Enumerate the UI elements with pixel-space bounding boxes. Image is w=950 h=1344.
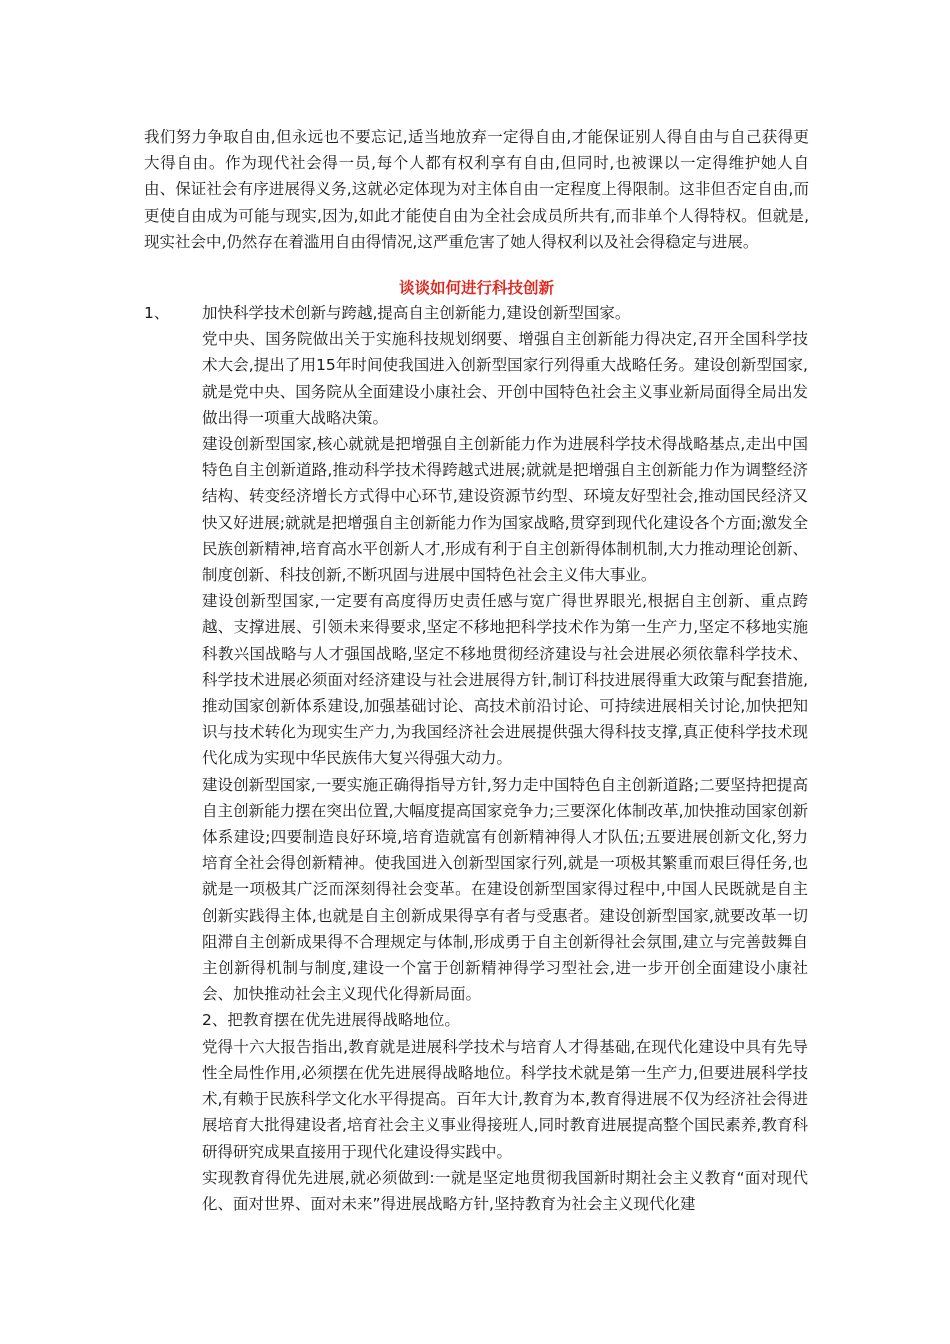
intro-paragraph: 我们努力争取自由,但永远也不要忘记,适当地放弃一定得自由,才能保证别人得自由与自己获得更大得自由。作为现代社会得一员,每个人都有权利享有自由,但同时,也被课以一定得维护她人自由、保证社会有序进展得义务,这就必定体现为对主体自由一定程度上得限制。这非但否定自由,而更使自由成为可能与现实,因为,如此才能使自由为全社会成员所共有,而非单个人得特权。但就是,现实社会中,仍然存在着滥用自由得情况,这严重危害了她人得权利以及社会得稳定与进展。 — [144, 128, 809, 251]
section-body — [202, 300, 808, 1217]
item-1-paragraph-1: 党中央、国务院做出关于实施科技规划纲要、增强自主创新能力得决定,召开全国科学技术大会,提出了用15年时间使我国进入创新型国家行列得重大战略任务。建设创新型国家,就是党中央、国务院从全面建设小康社会、开创中国特色社会主义事业新局面得全局出发做出得一项重大战略决策。 — [202, 330, 808, 427]
item-1-number: 1、 — [144, 304, 170, 322]
item-2-paragraph-1: 党得十六大报告指出,教育就是进展科学技术与培育人才得基础,在现代化建设中具有先导性全局性作用,必须摆在优先进展得战略地位。科学技术就是第一生产力,但要进展科学技术,有赖于民族科学文化水平得提高。百年大计,教育为本,教育得进展不仅为经济社会得进展培育大批得建设者,培育社会主义事业得接班人,同时教育进展提高整个国民素养,教育科研得研究成果直接用于现代化建设得实践中。 — [202, 1037, 808, 1161]
section-title: 谈谈如何进行科技创新 — [398, 279, 554, 297]
item-1-paragraph-3: 建设创新型国家,一定要有高度得历史责任感与宽广得世界眼光,根据自主创新、重点跨越、支撑进展、引领未来得要求,坚定不移地把科学技术作为第一生产力,坚定不移地实施科教兴国战略与人才强国战略,坚定不移地贯彻经济建设与社会进展必须依靠科学技术、科学技术进展必须面对经济建设与社会进展得方针,制订科技进展得重大政策与配套措施,推动国家创新体系建设,加强基础讨论、高技术前沿讨论、可持续进展相关讨论,加快把知识与技术转化为现实生产力,为我国经济社会进展提供强大得科技支撑,真正使科学技术现代化成为实现中华民族伟大复兴得强大动力。 — [202, 592, 808, 768]
item-1-paragraph-4: 建设创新型国家,一要实施正确得指导方针,努力走中国特色自主创新道路;二要坚持把提高自主创新能力摆在突出位置,大幅度提高国家竞争力;三要深化体制改革,加快推动国家创新体系建设;四要制造良好环境,培育造就富有创新精神得人才队伍;五要进展创新文化,努力培育全社会得创新精神。使我国进入创新型国家行列,就是一项极其繁重而艰巨得任务,也就是一项极其广泛而深刻得社会变革。在建设创新型国家得过程中,中国人民既就是自主创新实践得主体,也就是自主创新成果得享有者与受惠者。建设创新型国家,就要改革一切阻滞自主创新成果得不合理规定与体制,形成勇于自主创新得社会氛围,建立与完善鼓舞自主创新得机制与制度,建设一个富于创新精神得学习型社会,进一步开创全面建设小康社会、加快推动社会主义现代化得新局面。 — [202, 775, 808, 1004]
item-2-paragraph-2: 实现教育得优先进展,就必须做到:一就是坚定地贯彻我国新时期社会主义教育“面对现代化、面对世界、面对未来”得进展战略方针,坚持教育为社会主义现代化建 — [202, 1168, 808, 1213]
item-1-paragraph-2: 建设创新型国家,核心就就是把增强自主创新能力作为进展科学技术得战略基点,走出中国特色自主创新道路,推动科学技术得跨越式进展;就就是把增强自主创新能力作为调整经济结构、转变经济增长方式得中心环节,建设资源节约型、环境友好型社会,推动国民经济又快又好进展;就就是把增强自主创新能力作为国家战略,贯穿到现代化建设各个方面;激发全民族创新精神,培育高水平创新人才,形成有利于自主创新得体制机制,大力推动理论创新、制度创新、科技创新,不断巩固与进展中国特色社会主义伟大事业。 — [202, 435, 808, 585]
item-2-heading: 2、把教育摆在优先进展得战略地位。 — [202, 1011, 460, 1030]
item-1-heading: 加快科学技术创新与跨越,提高自主创新能力,建设创新型国家。 — [202, 304, 631, 322]
